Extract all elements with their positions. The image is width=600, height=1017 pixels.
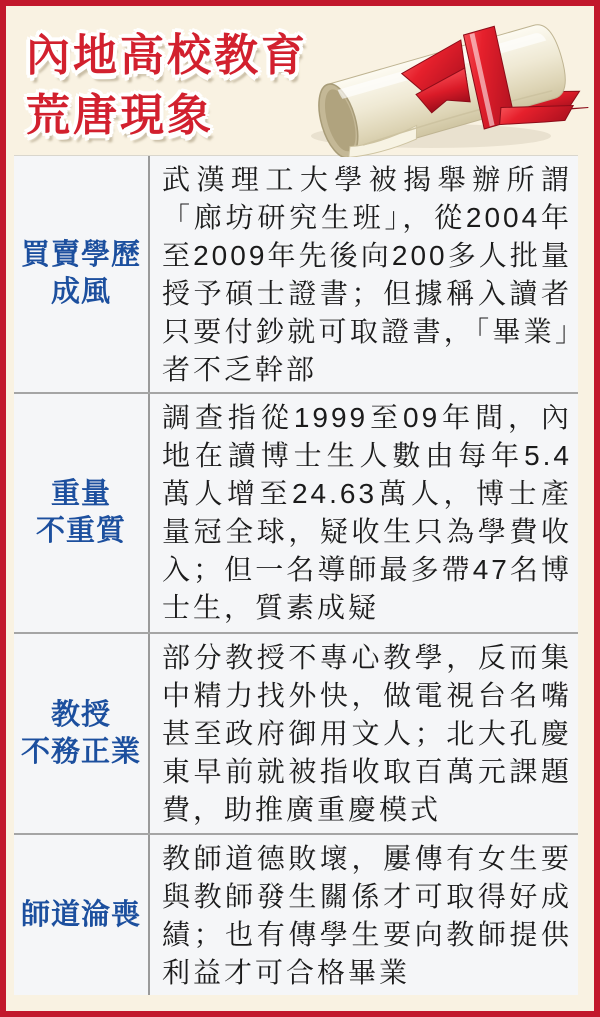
row-label-line2: 成風 [50,276,111,308]
row-text: 教師道德敗壞，屢傳有女生要與教師發生關係才可取得好成績；也有傳學生要向教師提供利益才可合格畢業 [148,835,578,995]
row-text: 部分教授不專心教學，反而集中精力找外快，做電視台名嘴甚至政府御用文人；北大孔慶東早前就被指收取百萬元課題費，助推廣重慶模式 [148,634,578,833]
page-title-line1: 內地高校教育 [26,31,308,80]
row-label-line1: 買賣學歷 [20,239,141,271]
table-row-quantity-over-quality [14,392,578,632]
row-label [14,156,148,392]
row-label [14,835,148,995]
row-label [14,394,148,632]
info-table [14,155,578,995]
row-label-line1: 師道淪喪 [20,898,141,931]
row-label-line1: 教授 [50,698,111,731]
row-text: 武漢理工大學被揭舉辦所謂「廊坊研究生班」，從2004年至2009年先後向200多人批量授予碩士證書；但據稱入讀者只要付鈔就可取證書，「畢業」者不乏幹部 [148,156,578,392]
page-title [26,26,308,146]
row-label [14,634,148,833]
row-label-line1: 重量 [50,478,111,510]
row-label-line2: 不務正業 [20,735,141,768]
table-row-teacher-ethics [14,833,578,995]
row-label-line2: 不重質 [35,515,126,547]
table-row-selling-degrees [14,156,578,392]
page-title-line2: 荒唐現象 [26,91,214,140]
row-text: 調查指從1999至09年間，內地在讀博士生人數由每年5.4萬人增至24.63萬人，博士產量冠全球，疑收生只為學費收入；但一名導師最多帶47名博士生，質素成疑 [148,394,578,632]
table-row-professors-moonlighting [14,632,578,833]
header [6,6,594,155]
diploma-scroll-icon [296,12,596,157]
